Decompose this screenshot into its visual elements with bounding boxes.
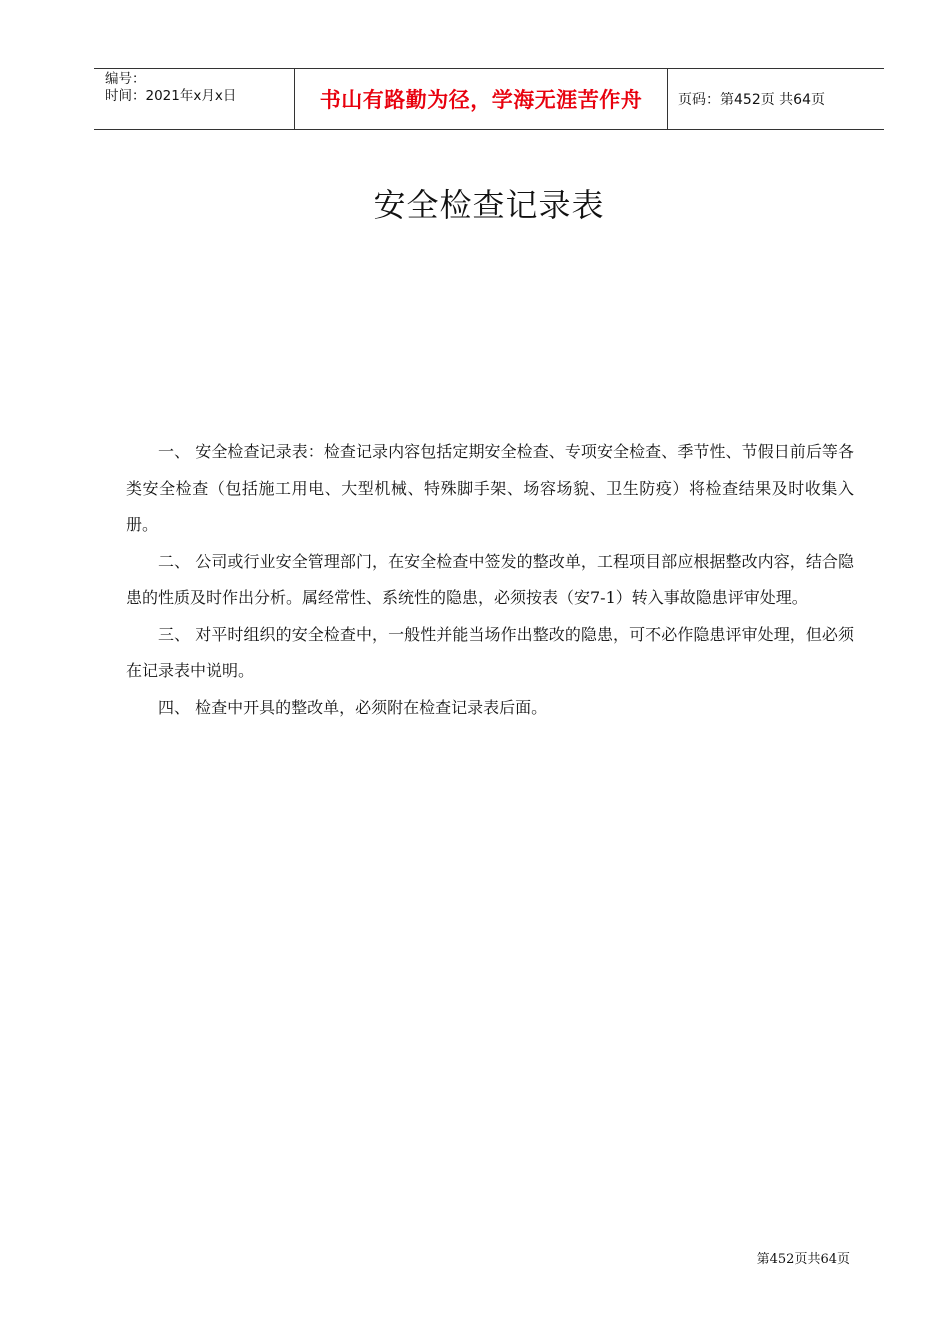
page-header [94, 68, 884, 130]
time-label: 时间：2021年x月x日 [105, 88, 237, 104]
header-meta [94, 69, 295, 129]
document-title: 安全检查记录表 [373, 186, 605, 224]
paragraph-4: 四、 检查中开具的整改单，必须附在检查记录表后面。 [158, 697, 548, 717]
paragraph-1: 一、 安全检查记录表：检查记录内容包括定期安全检查、专项安全检查、季节性、节假日前后等各类安全检查（包括施工用电、大型机械、特殊脚手架、场容场貌、卫生防疫）将检查结果及时收集入册。 [126, 442, 854, 534]
page-footer: 第452页共64页 [756, 1252, 850, 1267]
document-body [126, 434, 854, 726]
header-motto: 书山有路勤为径，学海无涯苦作舟 [295, 69, 668, 129]
paragraph-2: 二、 公司或行业安全管理部门，在安全检查中签发的整改单，工程项目部应根据整改内容，结合隐患的性质及时作出分析。属经常性、系统性的隐患，必须按表（安7-1）转入事故隐患评审处理。 [126, 551, 854, 607]
header-page-info: 页码：第452页 共64页 [678, 92, 825, 108]
code-label: 编号： [105, 71, 146, 87]
paragraph-3: 三、 对平时组织的安全检查中，一般性并能当场作出整改的隐患，可不必作隐患评审处理，但必须在记录表中说明。 [126, 624, 854, 680]
